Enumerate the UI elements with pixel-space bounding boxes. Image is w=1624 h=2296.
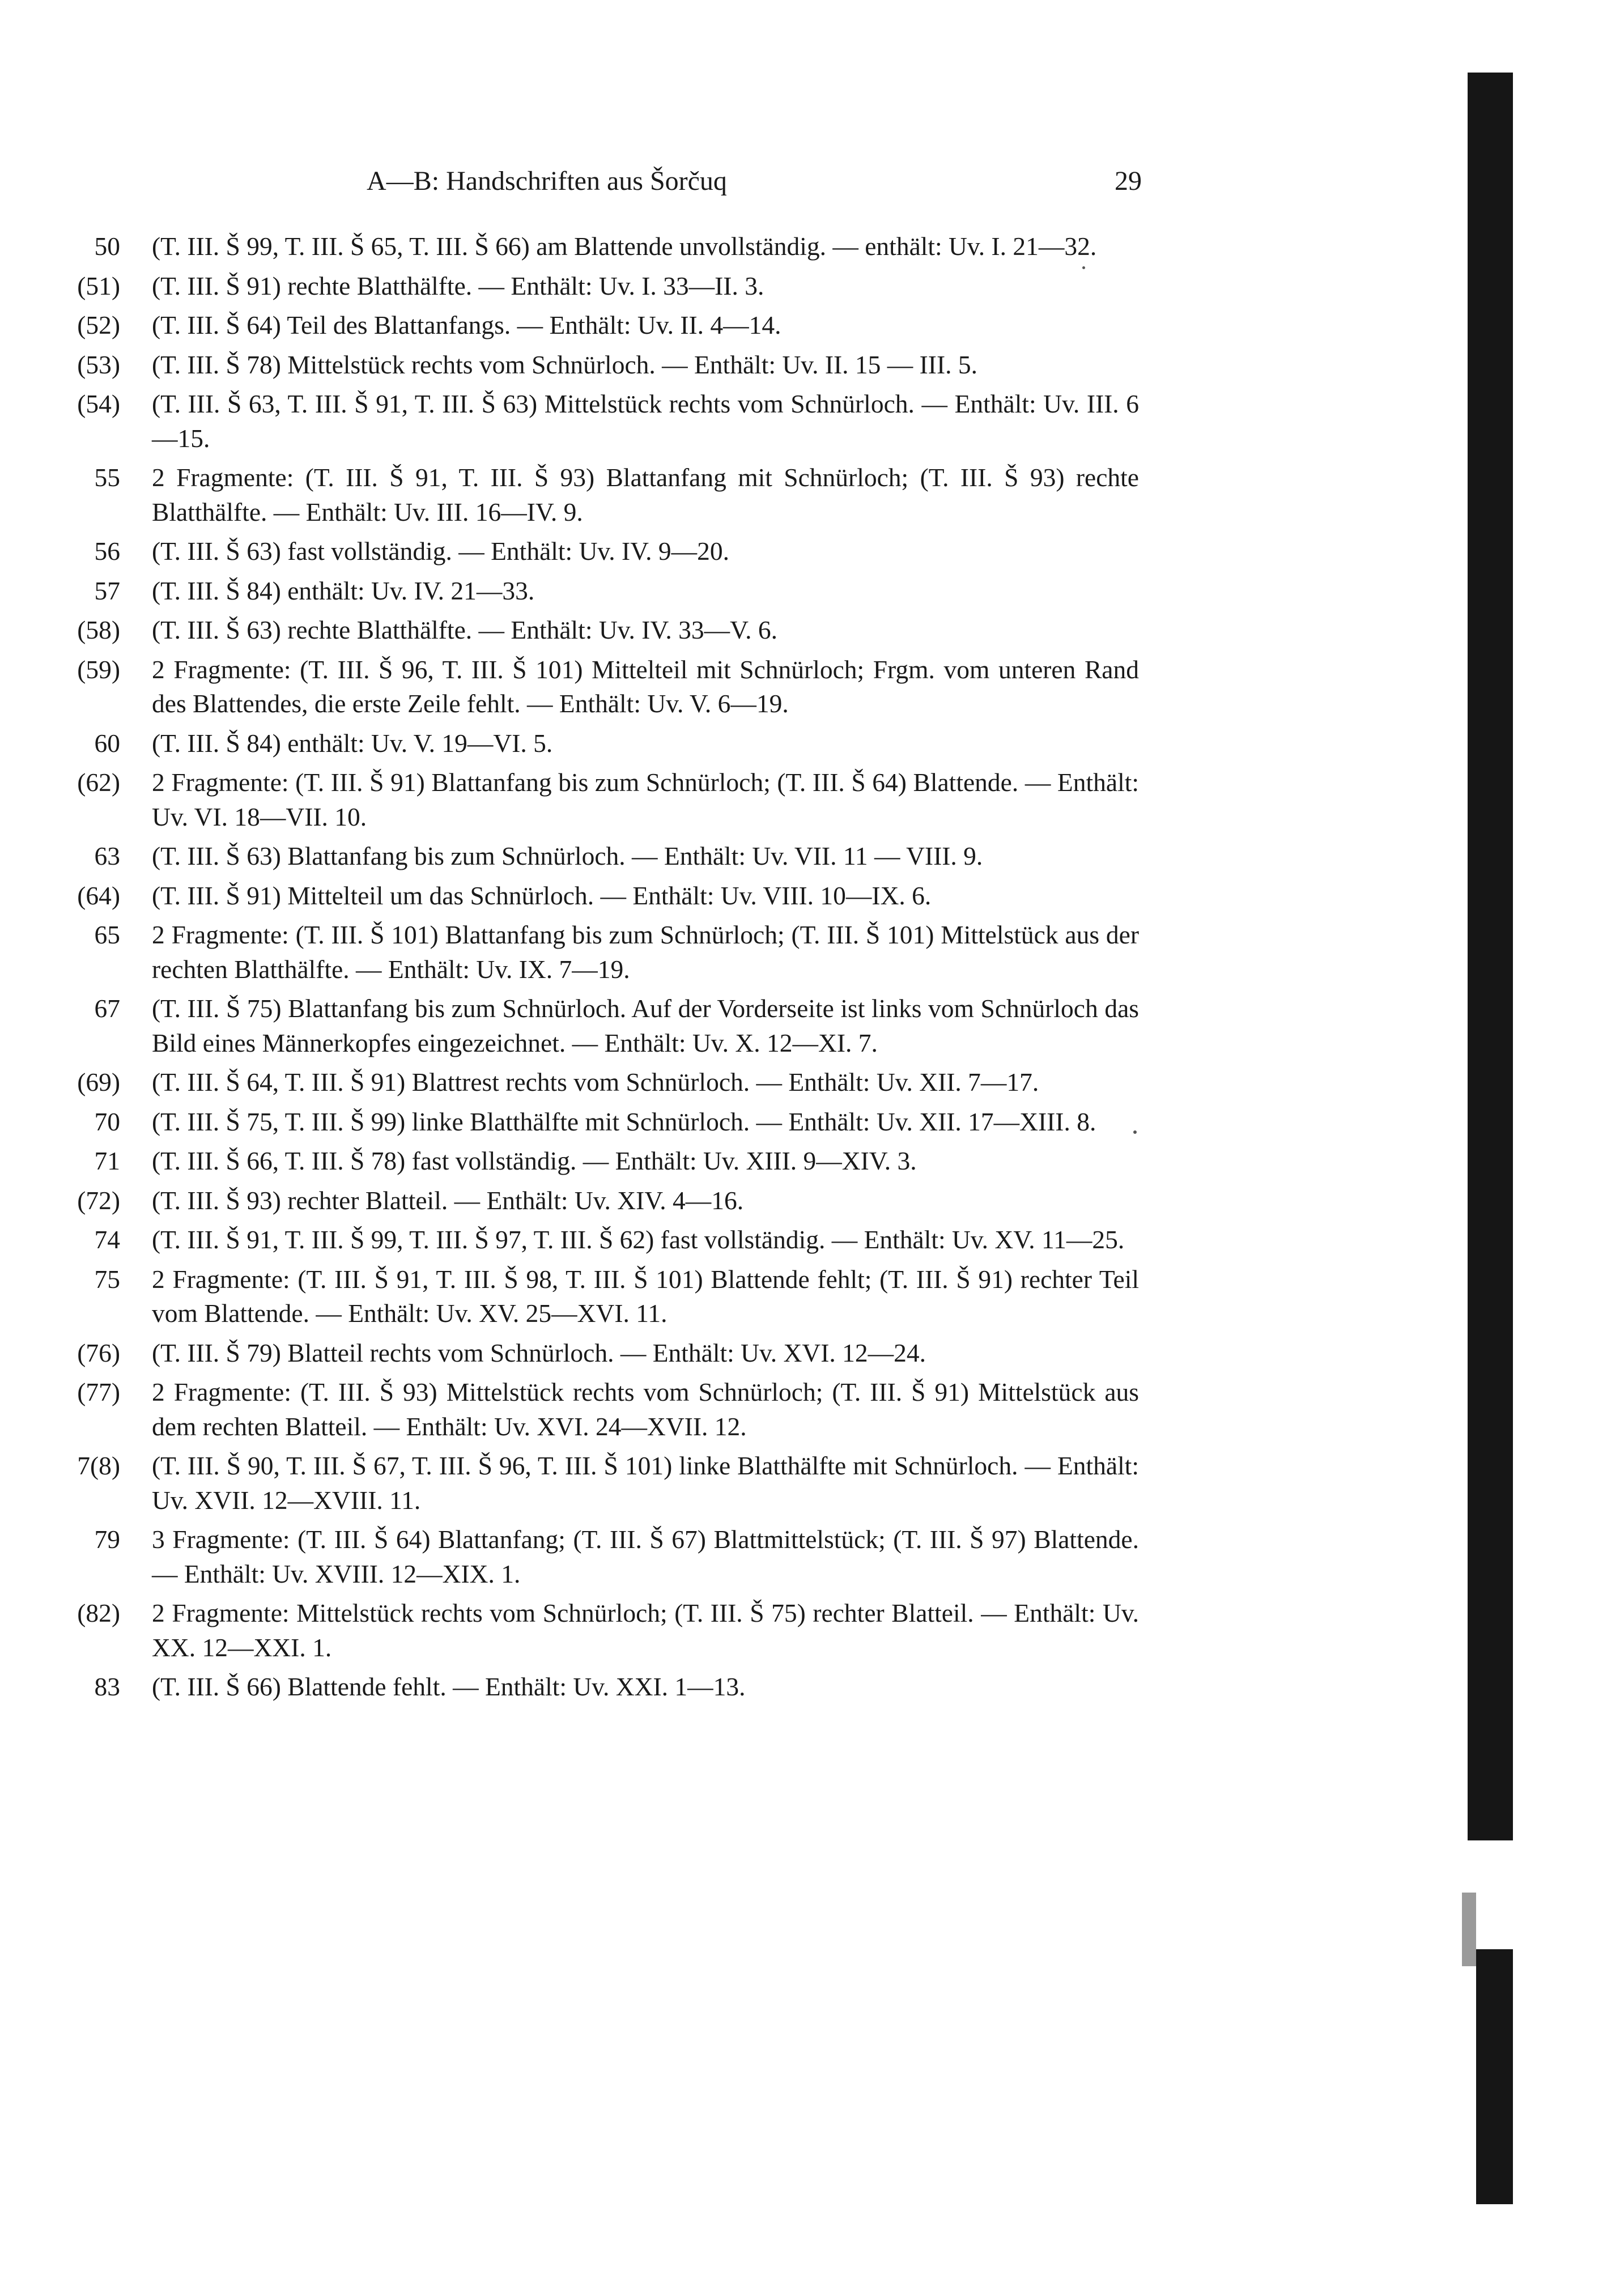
- list-item: [34, 461, 1139, 529]
- entry-number: 63: [94, 841, 120, 870]
- list-item: [34, 839, 1139, 874]
- scan-edge-notch: [1462, 1893, 1476, 1966]
- entry-text: 2 Fragmente: Mittelstück rechts vom Schnürloch; (T. III. Š 75) rechter Blatteil. — Enthält: Uv. XX. 12—XXI. 1.: [152, 1598, 1139, 1662]
- entry-text: (T. III. Š 84) enthält: Uv. V. 19—VI. 5.: [152, 728, 553, 758]
- list-item: [34, 229, 1139, 264]
- list-item: [34, 1523, 1139, 1591]
- list-item: [34, 726, 1139, 761]
- list-item: [34, 1223, 1139, 1257]
- entry-number: 79: [94, 1525, 120, 1554]
- entry-number: (52): [77, 311, 120, 339]
- list-item: [34, 534, 1139, 569]
- list-item: [34, 653, 1139, 721]
- list-item: [34, 387, 1139, 456]
- entry-number: (72): [77, 1185, 120, 1215]
- page-title: A—B: Handschriften aus Šorčuq: [367, 166, 727, 196]
- entry-text: (T. III. Š 63) rechte Blatthälfte. — Enthält: Uv. IV. 33—V. 6.: [152, 615, 777, 644]
- scan-speck: [1082, 266, 1085, 269]
- entry-number: (69): [77, 1068, 120, 1096]
- entry-text: 2 Fragmente: (T. III. Š 96, T. III. Š 101) Mittelteil mit Schnürloch; Frgm. vom unteren Rand des Blattendes, die erste Zeile fehlt. — Enthält: Uv. V. 6—19.: [152, 654, 1139, 718]
- entry-number: (77): [77, 1377, 120, 1406]
- list-item: [34, 1184, 1139, 1218]
- list-item: [34, 1670, 1139, 1704]
- entry-number: (76): [77, 1338, 120, 1367]
- scan-edge-upper: [1468, 73, 1513, 1840]
- entry-text: (T. III. Š 91, T. III. Š 99, T. III. Š 97, T. III. Š 62) fast vollständig. — Enthält: Uv. XV. 11—25.: [152, 1225, 1125, 1254]
- entry-text: 2 Fragmente: (T. III. Š 91, T. III. Š 93) Blattanfang mit Schnürloch; (T. III. Š 93) rechte Blatthälfte. — Enthält: Uv. III. 16—IV. 9.: [152, 463, 1139, 526]
- entry-number: 7(8): [77, 1451, 120, 1480]
- entry-text: (T. III. Š 64) Teil des Blattanfangs. — Enthält: Uv. II. 4—14.: [152, 311, 781, 339]
- list-item: [34, 613, 1139, 648]
- entry-number: (54): [77, 389, 120, 418]
- list-item: [34, 269, 1139, 304]
- entry-number: 56: [94, 537, 120, 566]
- entry-text: (T. III. Š 99, T. III. Š 65, T. III. Š 66) am Blattende unvollständig. — enthält: Uv. I. 21—32.: [152, 232, 1097, 261]
- entry-text: (T. III. Š 63, T. III. Š 91, T. III. Š 63) Mittelstück rechts vom Schnürloch. — Enthält: Uv. III. 6—15.: [152, 389, 1139, 453]
- entry-number: 50: [94, 232, 120, 261]
- entry-text: (T. III. Š 75) Blattanfang bis zum Schnürloch. Auf der Vorderseite ist links vom Schnürloch das Bild eines Männerkopfes eingezeichnet. — Enthält: Uv. X. 12—XI. 7.: [152, 994, 1139, 1057]
- list-item: [34, 1449, 1139, 1517]
- entry-text: (T. III. Š 91) Mittelteil um das Schnürloch. — Enthält: Uv. VIII. 10—IX. 6.: [152, 881, 932, 910]
- entry-text: (T. III. Š 91) rechte Blatthälfte. — Enthält: Uv. I. 33—II. 3.: [152, 271, 764, 300]
- entry-list: [34, 229, 1139, 1710]
- list-item: [34, 1144, 1139, 1179]
- list-item: [34, 1375, 1139, 1444]
- entry-number: 74: [94, 1225, 120, 1254]
- entry-number: 83: [94, 1672, 120, 1701]
- entry-text: 2 Fragmente: (T. III. Š 93) Mittelstück rechts vom Schnürloch; (T. III. Š 91) Mittelstück aus dem rechten Blatteil. — Enthält: Uv. XVI. 24—XVII. 12.: [152, 1377, 1139, 1441]
- entry-number: 65: [94, 920, 120, 949]
- entry-number: 67: [94, 994, 120, 1023]
- scan-edge-lower: [1476, 1949, 1513, 2204]
- list-item: [34, 766, 1139, 834]
- entry-text: (T. III. Š 79) Blatteil rechts vom Schnürloch. — Enthält: Uv. XVI. 12—24.: [152, 1338, 926, 1367]
- list-item: [34, 1596, 1139, 1665]
- entry-number: (82): [77, 1598, 120, 1627]
- list-item: [34, 1065, 1139, 1100]
- list-item: [34, 918, 1139, 987]
- entry-number: 55: [94, 463, 120, 492]
- entry-text: 2 Fragmente: (T. III. Š 101) Blattanfang bis zum Schnürloch; (T. III. Š 101) Mittelstück aus der rechten Blatthälfte. — Enthält: Uv. IX. 7—19.: [152, 920, 1139, 984]
- list-item: [34, 1336, 1139, 1371]
- list-item: [34, 1262, 1139, 1331]
- entry-text: (T. III. Š 90, T. III. Š 67, T. III. Š 96, T. III. Š 101) linke Blatthälfte mit Schnürloch. — Enthält: Uv. XVII. 12—XVIII. 11.: [152, 1451, 1139, 1515]
- entry-number: (62): [77, 768, 120, 797]
- page-number: 29: [1115, 166, 1142, 196]
- list-item: [34, 992, 1139, 1060]
- entry-number: 71: [94, 1146, 120, 1175]
- list-item: [34, 308, 1139, 343]
- entry-text: (T. III. Š 63) Blattanfang bis zum Schnürloch. — Enthält: Uv. VII. 11 — VIII. 9.: [152, 841, 983, 870]
- list-item: [34, 1105, 1139, 1140]
- entry-number: (64): [77, 881, 120, 910]
- list-item: [34, 879, 1139, 913]
- entry-number: 70: [94, 1107, 120, 1136]
- entry-text: 3 Fragmente: (T. III. Š 64) Blattanfang; (T. III. Š 67) Blattmittelstück; (T. III. Š 97) Blattende. — Enthält: Uv. XVIII. 12—XIX. 1.: [152, 1525, 1139, 1588]
- entry-text: 2 Fragmente: (T. III. Š 91, T. III. Š 98, T. III. Š 101) Blattende fehlt; (T. III. Š 91) rechter Teil vom Blattende. — Enthält: Uv. XV. 25—XVI. 11.: [152, 1264, 1139, 1328]
- entry-number: 75: [94, 1264, 120, 1294]
- entry-number: (58): [77, 615, 120, 644]
- entry-text: (T. III. Š 84) enthält: Uv. IV. 21—33.: [152, 576, 535, 605]
- entry-number: (53): [77, 350, 120, 379]
- entry-number: 60: [94, 728, 120, 758]
- list-item: [34, 348, 1139, 382]
- entry-number: (51): [77, 271, 120, 300]
- entry-text: (T. III. Š 93) rechter Blatteil. — Enthält: Uv. XIV. 4—16.: [152, 1185, 744, 1215]
- entry-text: 2 Fragmente: (T. III. Š 91) Blattanfang bis zum Schnürloch; (T. III. Š 64) Blattende. — Enthält: Uv. VI. 18—VII. 10.: [152, 768, 1139, 831]
- entry-text: (T. III. Š 66) Blattende fehlt. — Enthält: Uv. XXI. 1—13.: [152, 1672, 746, 1701]
- entry-number: (59): [77, 654, 120, 684]
- entry-text: (T. III. Š 63) fast vollständig. — Enthält: Uv. IV. 9—20.: [152, 537, 729, 566]
- entry-number: 57: [94, 576, 120, 605]
- list-item: [34, 574, 1139, 609]
- entry-text: (T. III. Š 78) Mittelstück rechts vom Schnürloch. — Enthält: Uv. II. 15 — III. 5.: [152, 350, 977, 379]
- entry-text: (T. III. Š 66, T. III. Š 78) fast vollständig. — Enthält: Uv. XIII. 9—XIV. 3.: [152, 1146, 917, 1175]
- entry-text: (T. III. Š 75, T. III. Š 99) linke Blatthälfte mit Schnürloch. — Enthält: Uv. XII. 17—XIII. 8.: [152, 1107, 1096, 1136]
- entry-text: (T. III. Š 64, T. III. Š 91) Blattrest rechts vom Schnürloch. — Enthält: Uv. XII. 7—17.: [152, 1068, 1039, 1096]
- scan-speck: [1133, 1130, 1137, 1134]
- running-header: [150, 165, 1142, 205]
